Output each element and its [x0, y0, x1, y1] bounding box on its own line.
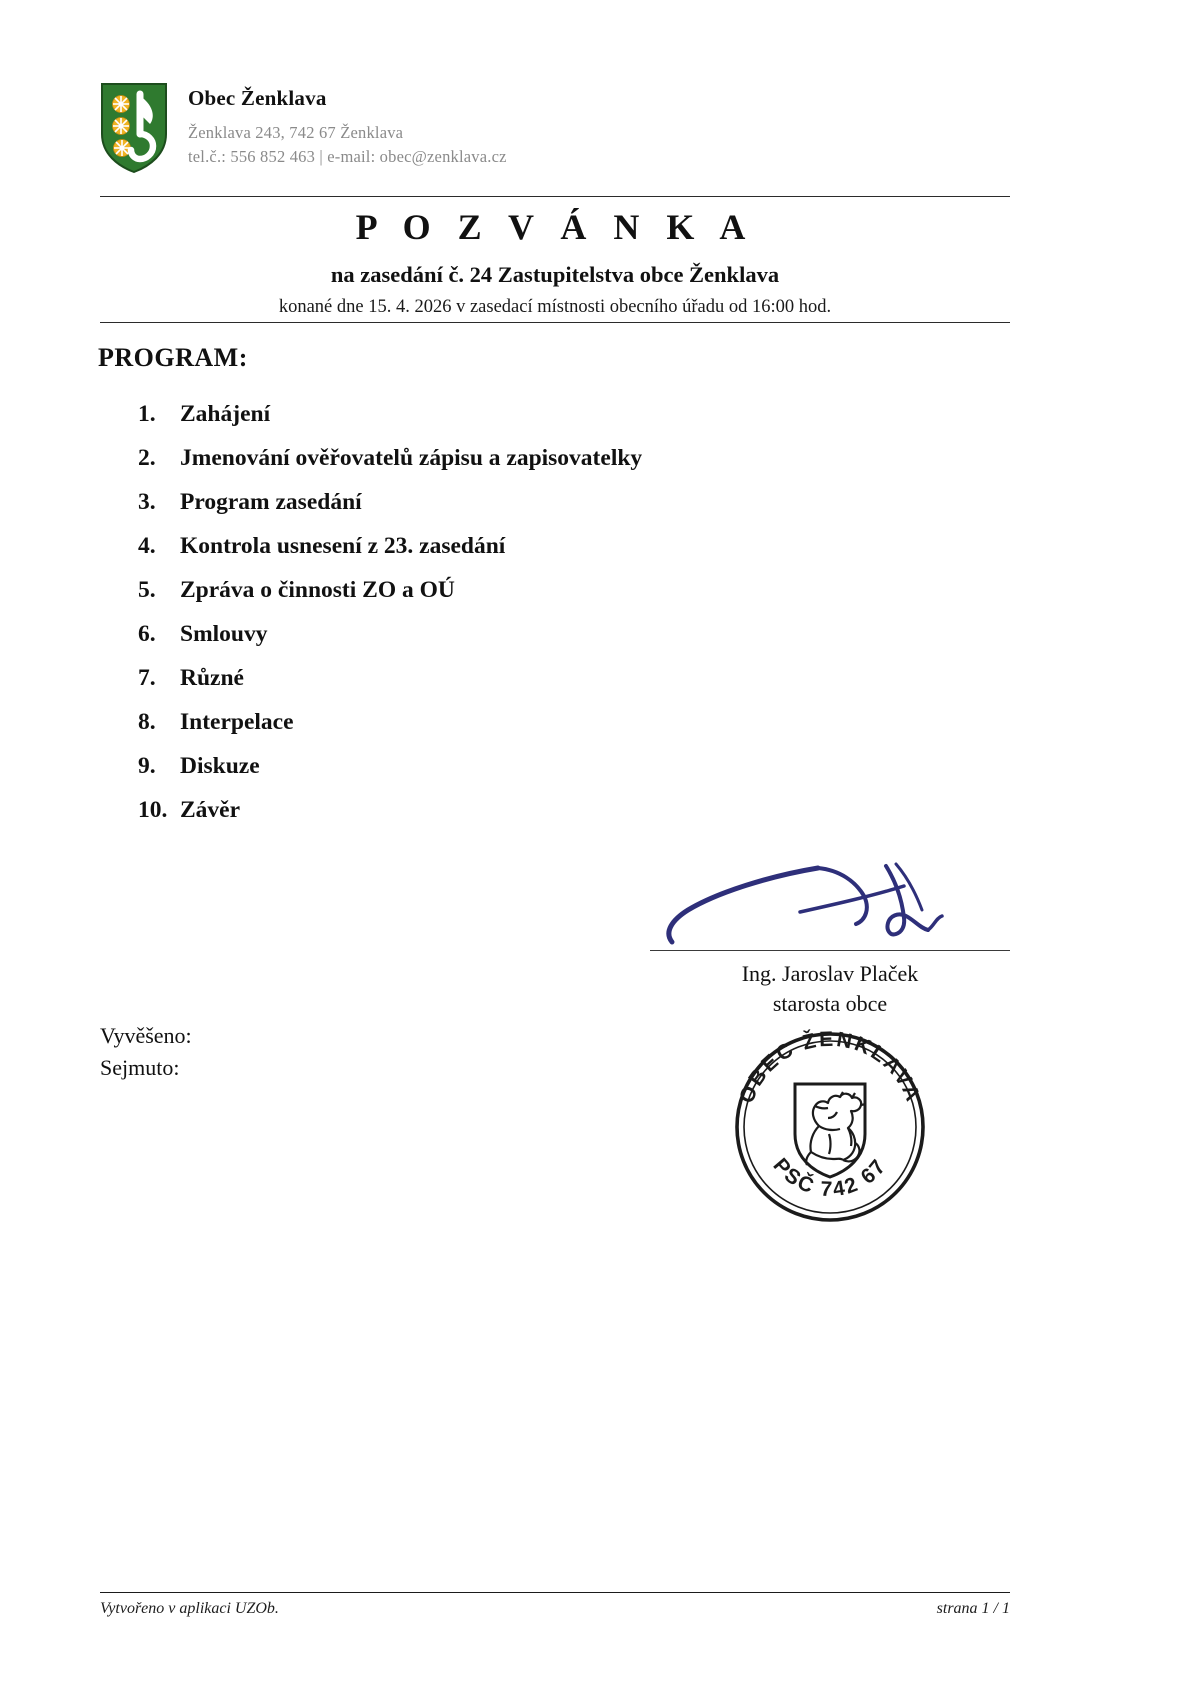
stamp-bottom-text: PSČ 742 67	[768, 1153, 892, 1202]
signature-block	[650, 860, 1010, 1018]
header-divider	[100, 196, 1010, 197]
program-list	[138, 392, 938, 832]
program-item-label: Jmenování ověřovatelů zápisu a zapisovatelky	[180, 445, 643, 471]
letterhead	[100, 82, 1010, 174]
program-item-number: 7.	[138, 665, 156, 691]
stamp-top-text: OBEC ŽENKLAVA	[734, 1027, 926, 1107]
program-item-number: 2.	[138, 445, 156, 471]
posting-dates	[100, 1020, 192, 1084]
meeting-details: konané dne 15. 4. 2026 v zasedací místnosti obecního úřadu od 16:00 hod.	[278, 297, 832, 317]
program-item	[138, 568, 938, 612]
document-subtitle: na zasedání č. 24 Zastupitelstva obce Ženklava	[330, 262, 780, 287]
removed-label: Sejmuto:	[100, 1054, 180, 1080]
program-item-number: 1.	[138, 401, 156, 427]
footer-page-number: strana 1 / 1	[936, 1600, 1010, 1617]
program-item	[138, 656, 938, 700]
program-item-number: 3.	[138, 489, 156, 515]
program-item-label: Program zasedání	[180, 489, 362, 515]
posted-label: Vyvěšeno:	[100, 1023, 192, 1048]
program-item-label: Různé	[180, 665, 244, 691]
program-item-number: 5.	[138, 577, 156, 603]
organization-name: Obec Ženklava	[188, 86, 327, 110]
program-item-label: Kontrola usnesení z 23. zasedání	[180, 533, 506, 559]
handwritten-signature	[650, 860, 1010, 950]
footer	[100, 1600, 1010, 1618]
coat-of-arms-zenklava-icon	[100, 82, 168, 174]
program-item-label: Diskuze	[180, 753, 260, 779]
program-item	[138, 744, 938, 788]
program-item-label: Interpelace	[180, 709, 294, 735]
footer-divider	[100, 1592, 1010, 1593]
program-item-number: 10.	[138, 797, 168, 823]
program-item-number: 9.	[138, 753, 156, 779]
program-heading: PROGRAM:	[98, 343, 248, 372]
footer-application: Vytvořeno v aplikaci UZOb.	[100, 1600, 279, 1617]
program-item-label: Závěr	[180, 797, 241, 823]
program-item	[138, 392, 938, 436]
title-block	[100, 206, 1010, 318]
program-item	[138, 700, 938, 744]
program-item-number: 4.	[138, 533, 156, 559]
program-item-label: Zahájení	[180, 401, 271, 427]
program-item-label: Smlouvy	[180, 621, 268, 647]
czech-lion-icon	[795, 1084, 866, 1177]
program-item-label: Zpráva o činnosti ZO a OÚ	[180, 577, 455, 603]
program-item	[138, 788, 938, 832]
letterhead-text	[188, 82, 507, 169]
program-item	[138, 480, 938, 524]
program-item	[138, 612, 938, 656]
signer-role: starosta obce	[772, 990, 888, 1016]
page-title: P O Z V Á N K A	[355, 207, 755, 247]
program-item	[138, 524, 938, 568]
official-stamp	[725, 1022, 935, 1232]
signature-line	[650, 950, 1010, 951]
signer-name: Ing. Jaroslav Plaček	[741, 961, 919, 986]
program-item-number: 6.	[138, 621, 156, 647]
organization-address: Ženklava 243, 742 67 Ženklava	[188, 123, 404, 142]
program-item-number: 8.	[138, 709, 156, 735]
program-item	[138, 436, 938, 480]
organization-contact: tel.č.: 556 852 463 | e-mail: obec@zenklava.cz	[188, 146, 507, 166]
title-divider	[100, 322, 1010, 323]
